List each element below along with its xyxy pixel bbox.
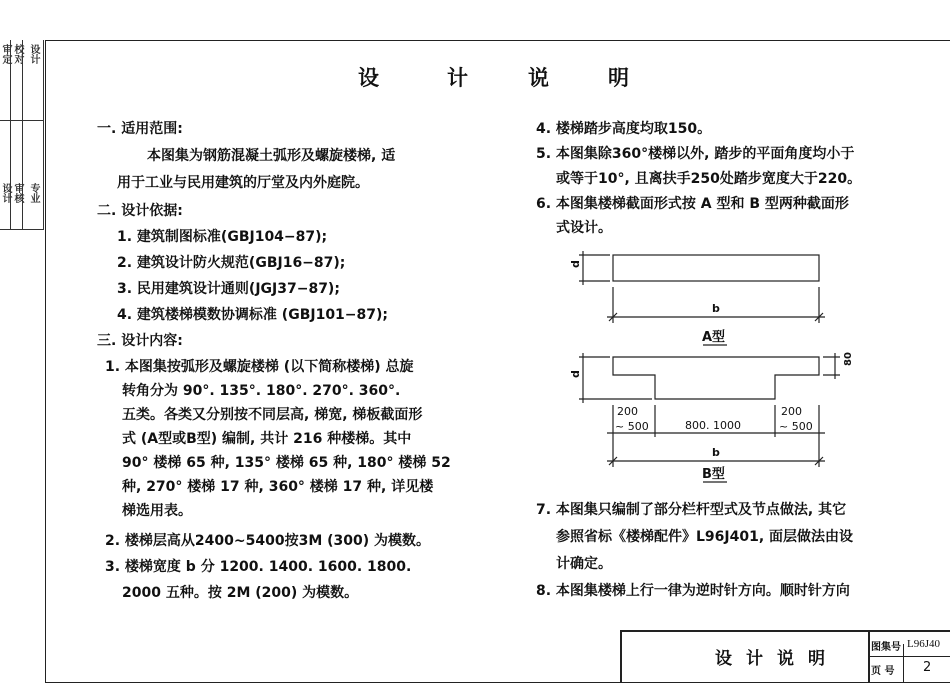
section-3-item-3-line-1: 3. 楼梯宽度 b 分 1200. 1400. 1600. 1800. — [105, 559, 412, 575]
item-6-line-2: 式设计。 — [556, 220, 612, 236]
b-right-dim-1: 200 — [781, 405, 802, 418]
title-char-1: 设 — [358, 66, 379, 90]
section-3-heading: 三. 设计内容: — [97, 333, 183, 349]
role-cell-1 — [0, 121, 11, 230]
page-number-label: 页 号 — [871, 666, 895, 677]
section-1-heading: 一. 适用范围: — [97, 121, 183, 137]
section-3-item-1-line-7: 梯选用表。 — [122, 503, 192, 519]
section-3-item-1-line-5: 90° 楼梯 65 种, 135° 楼梯 65 种, 180° 楼梯 52 — [122, 455, 451, 471]
frame-bottom-line — [45, 682, 950, 683]
b-mid-dim: 800. 1000 — [685, 419, 741, 432]
section-3-item-2: 2. 楼梯层高从2400~5400按3M (300) 为模数。 — [105, 533, 431, 549]
section-1-line-2: 用于工业与民用建筑的厅堂及内外庭院。 — [117, 175, 369, 191]
role-text-1: 设计 — [0, 183, 11, 203]
frame-left-line — [45, 40, 46, 682]
item-7-line-3: 计确定。 — [556, 556, 612, 572]
a-caption: A型 — [702, 330, 726, 345]
role-text-2: 审核 — [12, 183, 23, 203]
section-2-item-1: 1. 建筑制图标准(GBJ104−87); — [117, 229, 328, 245]
sig-cell-2 — [11, 40, 23, 121]
section-3-item-1-line-3: 五类。各类又分别按不同层高, 梯宽, 梯板截面形 — [122, 407, 423, 423]
sig-text-2: 校对 — [12, 44, 23, 64]
title-char-4: 明 — [608, 66, 629, 90]
section-3-item-1-line-2: 转角分为 90°. 135°. 180°. 270°. 360°. — [122, 383, 401, 399]
section-3-item-1-line-6: 种, 270° 楼梯 17 种, 360° 楼梯 17 种, 详见楼 — [122, 479, 434, 495]
item-4: 4. 楼梯踏步高度均取150。 — [536, 121, 712, 137]
atlas-number-value: L96J40 — [907, 638, 940, 650]
b-80-label: 80 — [843, 352, 854, 366]
b-right-dim-2: ~ 500 — [779, 420, 813, 433]
section-2-item-2: 2. 建筑设计防火规范(GBJ16−87); — [117, 255, 346, 271]
b-d-label: d — [569, 370, 582, 378]
title-block — [620, 630, 950, 682]
role-text-3: 专业 — [28, 183, 39, 203]
item-6-line-1: 6. 本图集楼梯截面形式按 A 型和 B 型两种截面形 — [536, 196, 849, 212]
b-caption: B型 — [702, 467, 725, 482]
item-8: 8. 本图集楼梯上行一律为逆时针方向。顺时针方向 — [536, 583, 850, 599]
b-section-outline — [613, 357, 819, 399]
frame-top-line — [45, 40, 950, 41]
sig-text-1: 审定 — [0, 44, 11, 64]
section-3-item-1-line-1: 1. 本图集按弧形及螺旋楼梯 (以下简称楼梯) 总旋 — [105, 359, 414, 375]
page-number-value: 2 — [923, 660, 932, 675]
section-diagram — [555, 245, 855, 490]
role-cell-3 — [23, 121, 44, 230]
role-cell-2 — [11, 121, 23, 230]
section-3-item-1-line-4: 式 (A型或B型) 编制, 共计 216 种楼梯。其中 — [122, 431, 412, 447]
item-7-line-1: 7. 本图集只编制了部分栏杆型式及节点做法, 其它 — [536, 502, 847, 518]
section-2-item-4: 4. 建筑楼梯模数协调标准 (GBJ101−87); — [117, 307, 389, 323]
item-7-line-2: 参照省标《楼梯配件》L96J401, 面层做法由设 — [556, 529, 854, 545]
section-2-heading: 二. 设计依据: — [97, 203, 183, 219]
b-left-dim-2: ~ 500 — [615, 420, 649, 433]
sig-text-3: 设计 — [28, 44, 39, 64]
title-block-title: 设计说明 — [715, 649, 839, 669]
sig-cell-3 — [23, 40, 44, 121]
section-1-line-1: 本图集为钢筋混凝土弧形及螺旋楼梯, 适 — [147, 148, 396, 164]
item-5-line-1: 5. 本图集除360°楼梯以外, 踏步的平面角度均小于 — [536, 146, 855, 162]
title-char-3: 说 — [528, 66, 549, 90]
sig-cell-1 — [0, 40, 11, 121]
a-b-label: b — [712, 302, 720, 315]
a-section-outline — [613, 255, 819, 281]
b-left-dim-1: 200 — [617, 405, 638, 418]
section-3-item-3-line-2: 2000 五种。按 2M (200) 为模数。 — [122, 585, 359, 601]
atlas-number-label: 图集号 — [871, 642, 901, 653]
side-signature-strip — [0, 40, 45, 230]
b-b-label: b — [712, 446, 720, 459]
item-5-line-2: 或等于10°, 且离扶手250处踏步宽度大于220。 — [556, 171, 862, 187]
section-2-item-3: 3. 民用建筑设计通则(JGJ37−87); — [117, 281, 340, 297]
title-char-2: 计 — [447, 66, 468, 90]
a-d-label: d — [569, 260, 582, 268]
